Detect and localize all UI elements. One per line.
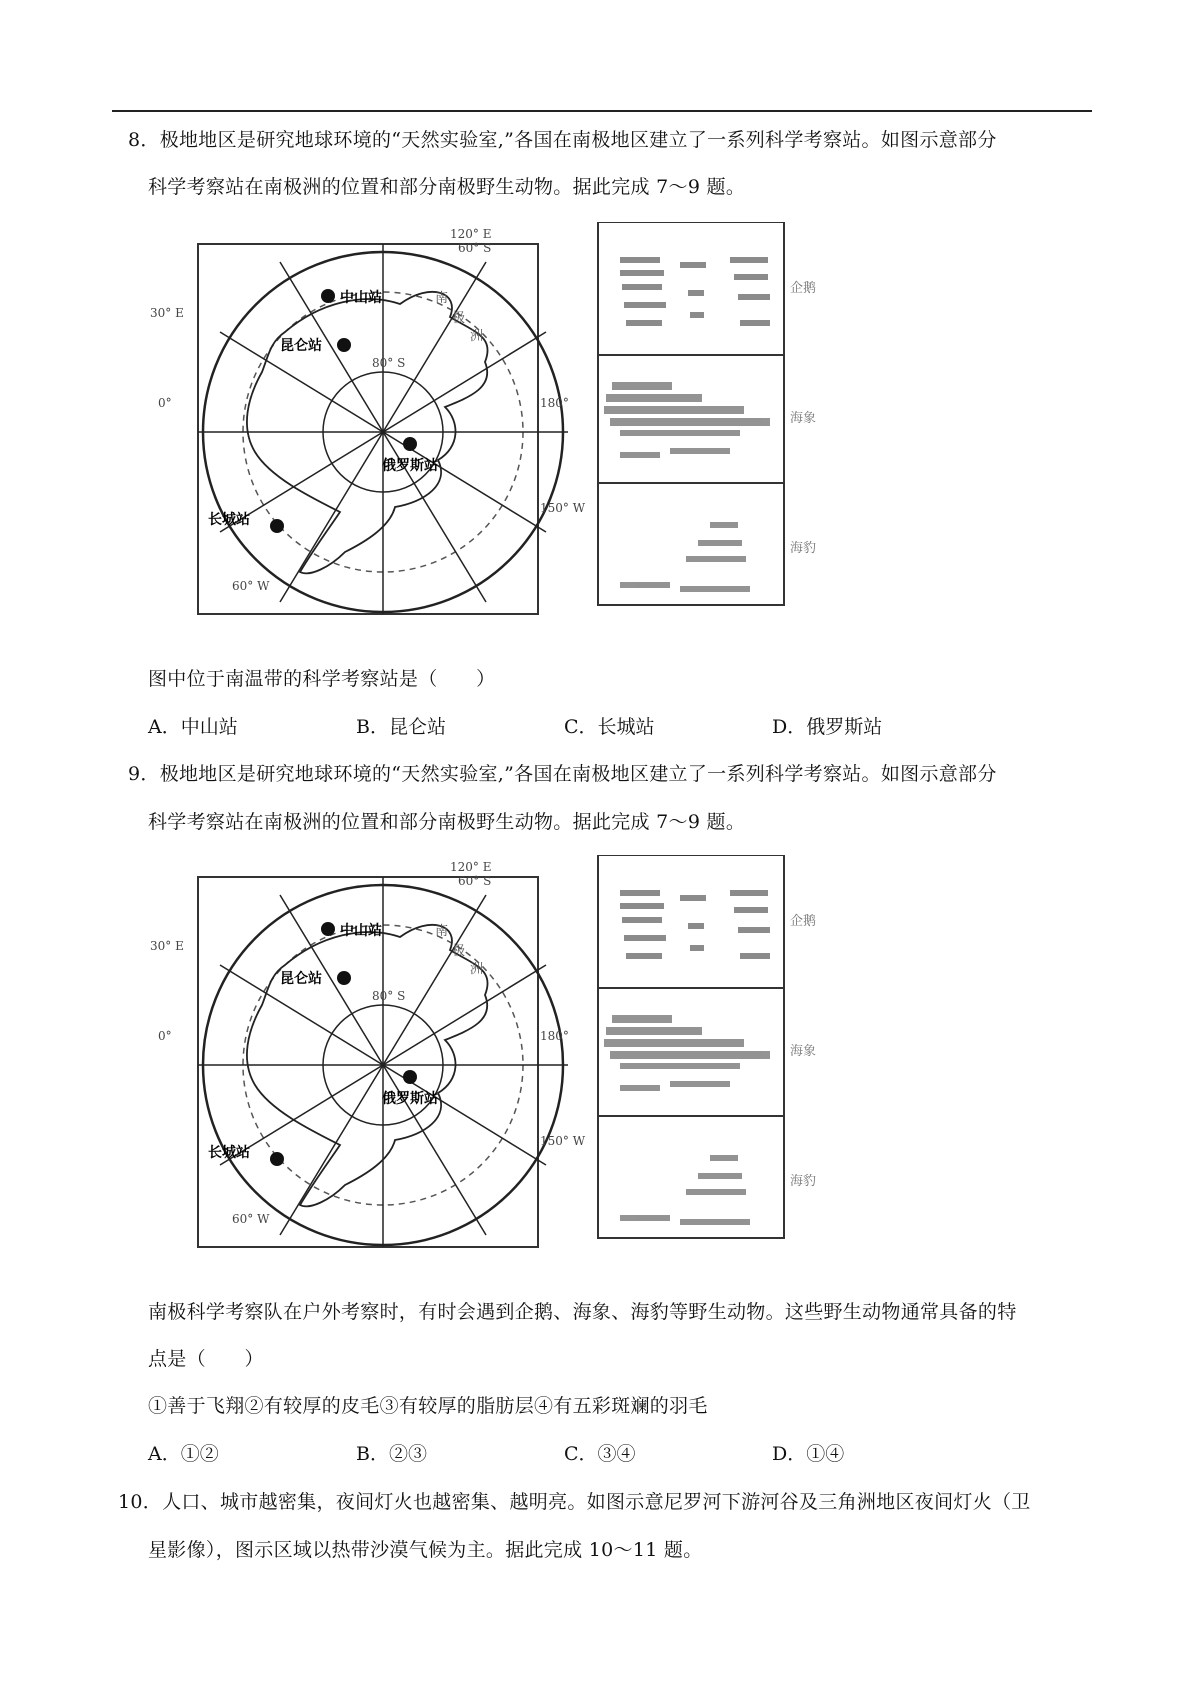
map-label-ocean-2: 极: [452, 944, 466, 959]
q9-option-a[interactable]: A．①②: [148, 1443, 219, 1465]
lon-label-180-2: 180°: [540, 1029, 569, 1043]
q9-option-c[interactable]: C．③④: [564, 1443, 636, 1465]
animal-label-walrus-2: 海象: [790, 1044, 817, 1059]
station-kunlun: 昆仑站: [280, 338, 322, 354]
lat-label-60s: 60° S: [458, 241, 492, 255]
lon-label-30e: 30° E: [150, 306, 184, 320]
q10-stem-line1: 10．人口、城市越密集，夜间灯火也越密集、越明亮。如图示意尼罗河下游河谷及三角洲地区夜间灯火（卫: [118, 1491, 1031, 1513]
lat-label-60s-2: 60° S: [458, 874, 492, 888]
lon-label-60w-2: 60° W: [232, 1212, 270, 1226]
q8-option-b[interactable]: B．昆仑站: [356, 716, 446, 738]
lon-label-120e: 120° E: [450, 227, 492, 241]
lat-label-80s-2: 80° S: [372, 989, 406, 1003]
lat-label-80s: 80° S: [372, 356, 406, 370]
q9-figure: [150, 855, 880, 1275]
animal-label-seal: 海豹: [790, 541, 817, 556]
top-rule: [112, 110, 1092, 112]
q9-option-d[interactable]: D．①④: [772, 1443, 845, 1465]
q8-option-c[interactable]: C．长城站: [564, 716, 655, 738]
station-russia: 俄罗斯站: [382, 458, 438, 474]
animal-label-penguin: 企鹅: [790, 281, 817, 296]
animal-panels-2: [598, 855, 816, 1238]
q9-question-line1: 南极科学考察队在户外考察时，有时会遇到企鹅、海象、海豹等野生动物。这些野生动物通常具备的特: [148, 1301, 1017, 1323]
lon-label-0: 0°: [158, 396, 172, 410]
antarctica-map-2: [150, 860, 586, 1247]
q8-stem-line2: 科学考察站在南极洲的位置和部分南极野生动物。据此完成 7～9 题。: [148, 176, 746, 198]
q9-stem-line1: 9．极地地区是研究地球环境的“天然实验室,”各国在南极地区建立了一系列科学考察站。如图示意部分: [128, 763, 997, 785]
lon-label-30e-2: 30° E: [150, 939, 184, 953]
animal-label-walrus: 海象: [790, 411, 817, 426]
q10-stem-line2: 星影像），图示区域以热带沙漠气候为主。据此完成 10～11 题。: [148, 1539, 703, 1561]
station-changcheng-2: 长城站: [208, 1145, 250, 1161]
station-russia-2: 俄罗斯站: [382, 1091, 438, 1107]
lon-label-150w-2: 150° W: [540, 1134, 586, 1148]
map-label-south: 南: [435, 291, 449, 306]
q8-question: 图中位于南温带的科学考察站是（ ）: [148, 668, 496, 690]
station-zhongshan-2: 中山站: [340, 923, 382, 939]
lon-label-60w: 60° W: [232, 579, 270, 593]
q9-question-line2: 点是（ ）: [148, 1348, 264, 1370]
q8-figure: [150, 222, 880, 642]
station-zhongshan: 中山站: [340, 290, 382, 306]
q9-stem-line2: 科学考察站在南极洲的位置和部分南极野生动物。据此完成 7～9 题。: [148, 811, 746, 833]
lon-label-0-2: 0°: [158, 1029, 172, 1043]
q9-statements: ①善于飞翔②有较厚的皮毛③有较厚的脂肪层④有五彩斑斓的羽毛: [148, 1395, 708, 1417]
station-kunlun-2: 昆仑站: [280, 971, 322, 987]
map-label-polar-2: 洲: [470, 962, 484, 977]
q8-option-a[interactable]: A．中山站: [148, 716, 238, 738]
q8-option-d[interactable]: D．俄罗斯站: [772, 716, 883, 738]
animal-label-seal-2: 海豹: [790, 1174, 817, 1189]
station-changcheng: 长城站: [208, 512, 250, 528]
map-label-south-2: 南: [435, 924, 449, 939]
map-label-polar: 洲: [470, 329, 484, 344]
q8-stem-line1: 8．极地地区是研究地球环境的“天然实验室,”各国在南极地区建立了一系列科学考察站。如图示意部分: [128, 129, 997, 151]
animal-label-penguin-2: 企鹅: [790, 914, 817, 929]
lon-label-150w: 150° W: [540, 501, 586, 515]
lon-label-180: 180°: [540, 396, 569, 410]
q9-option-b[interactable]: B．②③: [356, 1443, 427, 1465]
animal-panels: [598, 222, 816, 605]
antarctica-map: [150, 227, 586, 614]
lon-label-120e-2: 120° E: [450, 860, 492, 874]
map-label-ocean: 极: [452, 311, 466, 326]
